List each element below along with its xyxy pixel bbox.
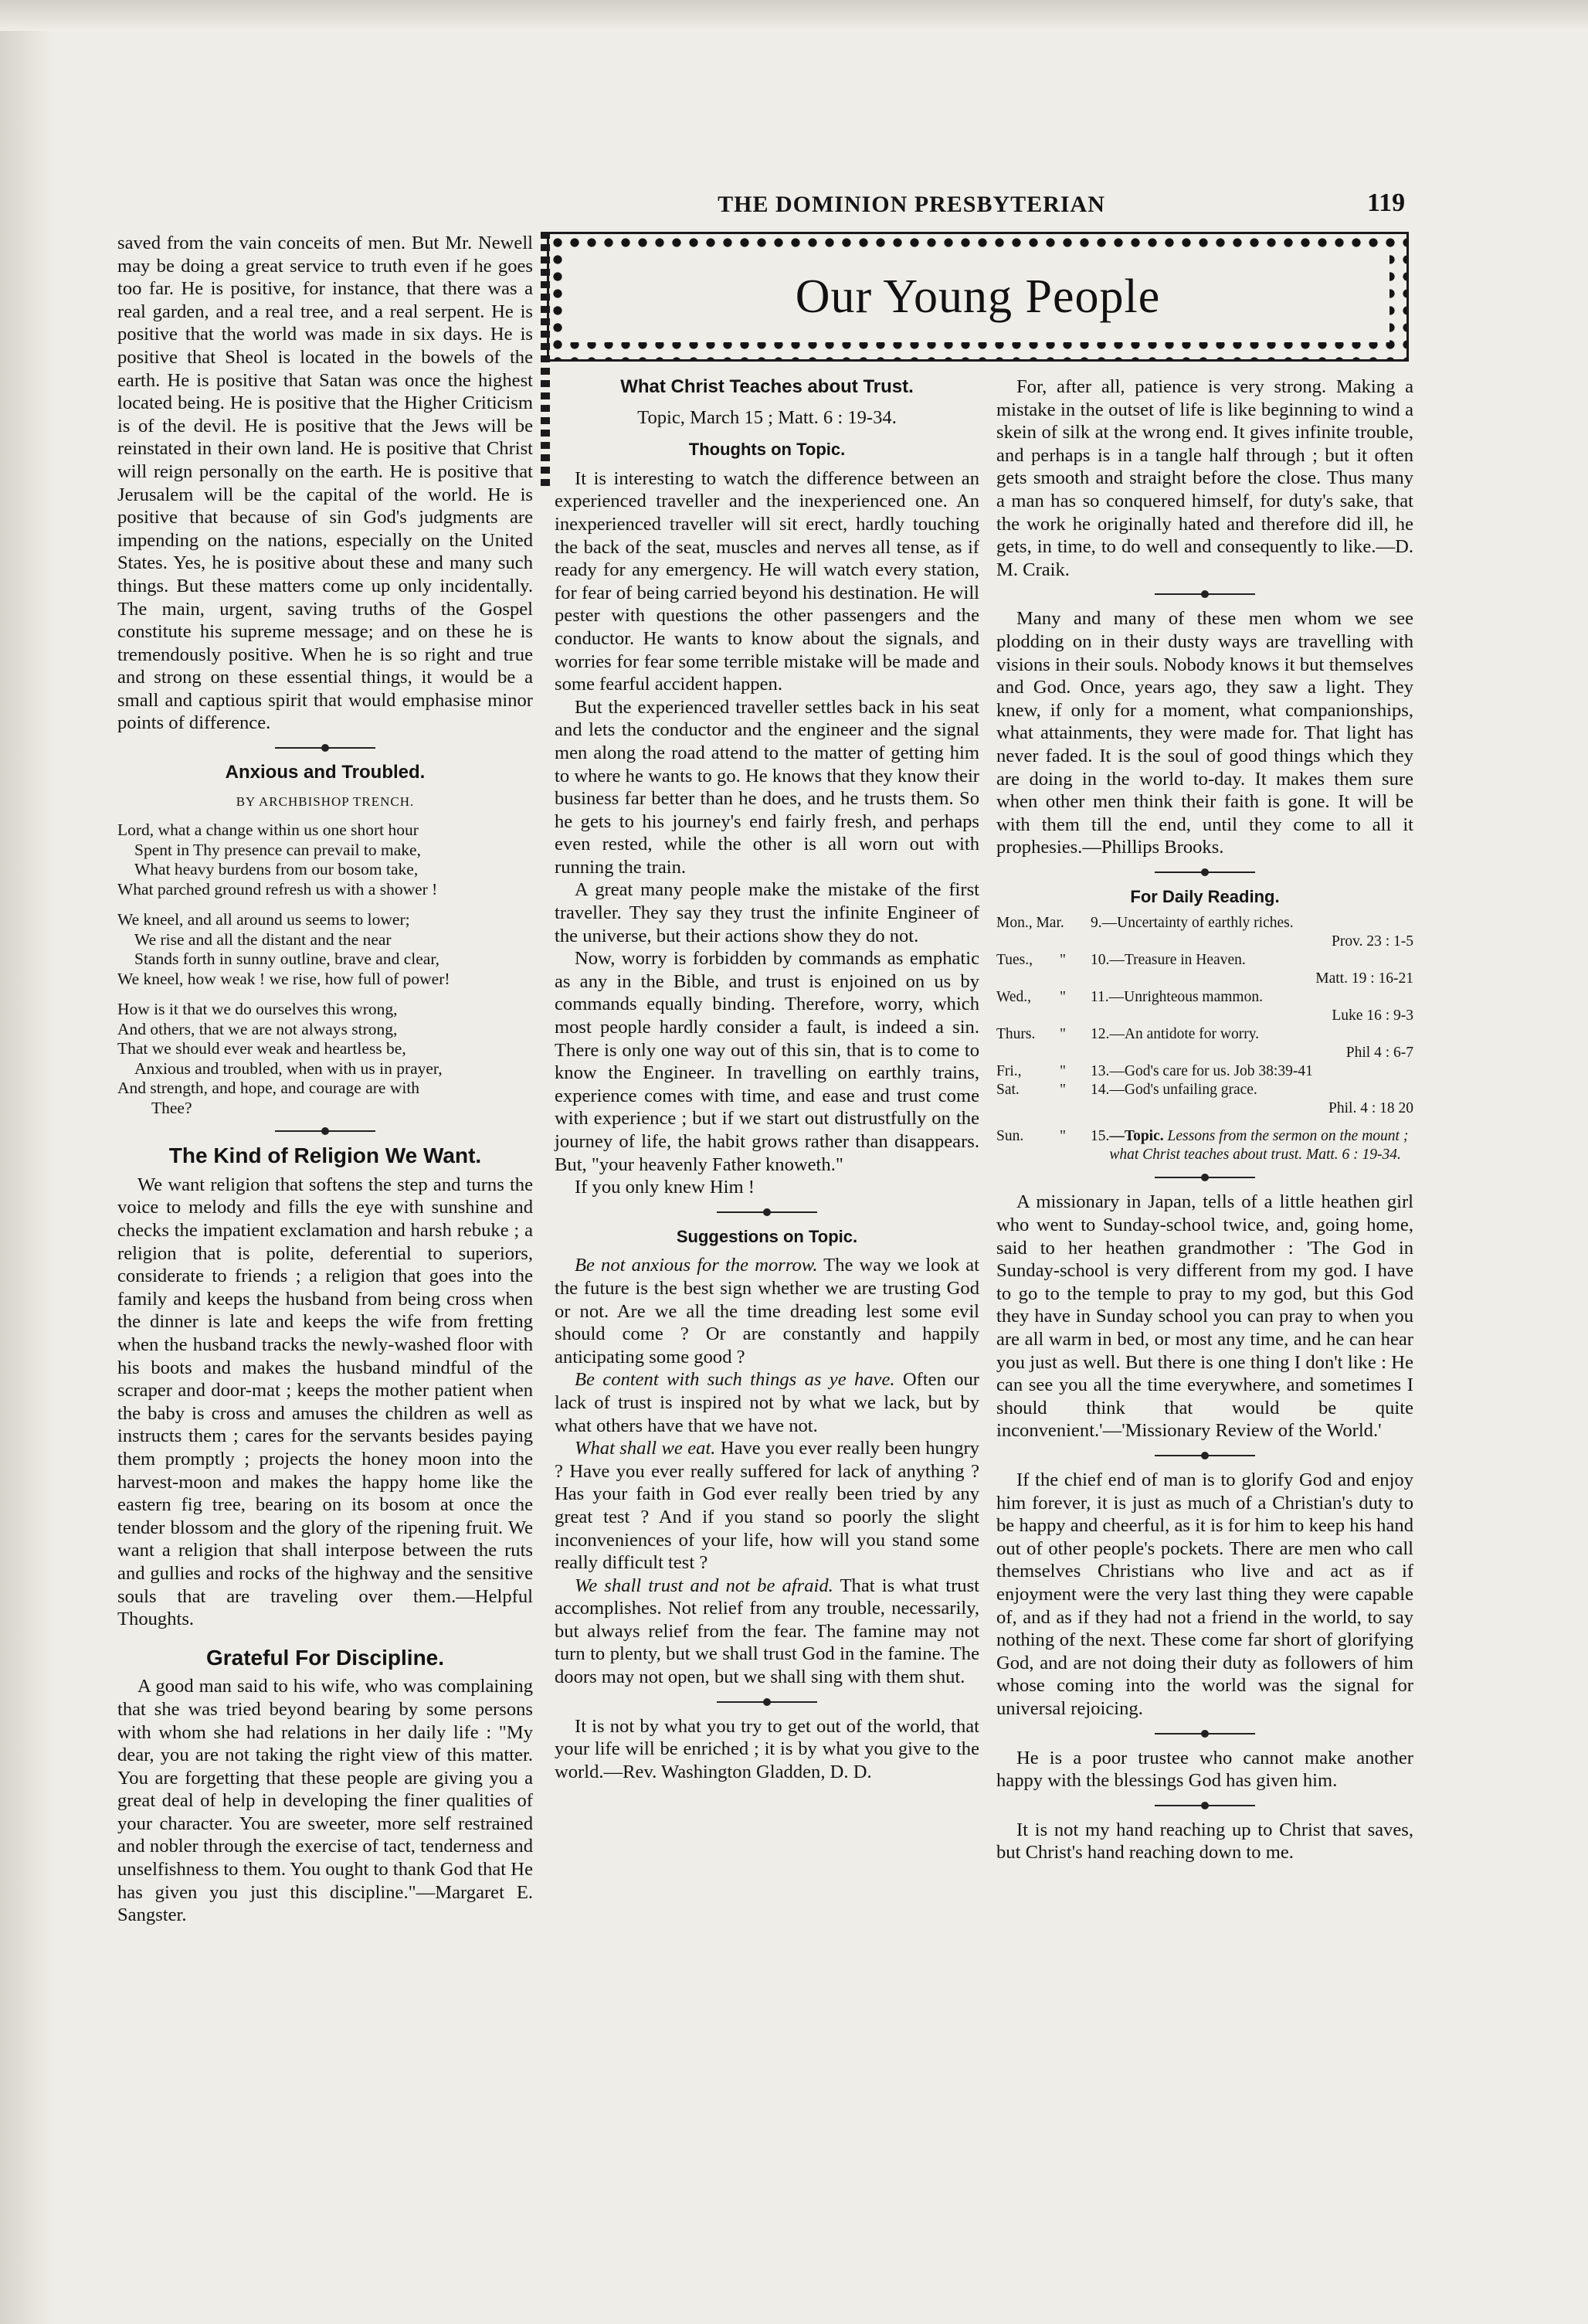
trust-paragraph: A great many people make the mistake of the first traveller. They say they trust the infinite Engineer of the universe, but their actions show they do not.: [555, 879, 979, 946]
reading-text: —Uncertainty of earthly riches.: [1101, 915, 1294, 932]
reading-number: 15.: [1091, 1128, 1110, 1145]
reading-entry: [996, 914, 1413, 951]
suggestion-text: Often our lack of trust is inspired not by what we lack, but by what others have that we have not.: [555, 1369, 980, 1436]
reading-text: —God's care for us. Job 38:39-41: [1109, 1063, 1313, 1080]
reading-day: Tues.,: [996, 952, 1033, 969]
section-divider: [275, 1130, 375, 1132]
reading-entry: [996, 988, 1413, 1025]
reading-entry: [996, 1081, 1413, 1118]
reading-entry: [996, 951, 1413, 988]
poem-line: Spent in Thy presence can prevail to make,: [134, 840, 421, 859]
suggestion-lead: Be content with such things as ye have.: [575, 1369, 895, 1391]
reading-ref: Phil. 4 : 18 20: [1328, 1100, 1413, 1117]
craik-quote: For, after all, patience is very strong. Making a mistake in the outset of life is like beginning to wind a skein of silk at the wrong end. It gives infinite trouble, and perhaps is in a tangle half through ; but it often gets smooth and straight before the close. Thus many a man has so conquered himself, for duty's sake, that the work he originally hated and therefore did ill, he gets, in time, to do well and consequently to like.—D. M. Craik.: [996, 376, 1413, 580]
poem-line: Stands forth in sunny outline, brave and clear,: [134, 950, 439, 969]
section-divider: [717, 1701, 817, 1703]
reading-text: —Unrighteous mammon.: [1108, 989, 1263, 1006]
poem-stanza: [117, 910, 533, 989]
trust-paragraph: But the experienced traveller settles back in his seat and lets the conductor and the engineer and the signal men along the road attend to the matter of getting him to where he wants to go. He knows that they know their business far better than he does, and he trusts them. So he gets to his journey's end fairly fresh, and perhaps even rested, while the other is all worn out with running the train.: [555, 696, 979, 878]
poem-stanza: [117, 1000, 533, 1118]
chief-end-paragraph: If the chief end of man is to glorify God and enjoy him forever, it is just as much of a Christian's duty to be happy and cheerful, as it is for him to keep his hand out of other people's pockets. There are men who call themselves Christians who live and act as if enjoyment were the very last thing they were capable of, and as if they had not a friend in the world, to say nothing of the next. These come far short of glorifying God, and are not doing their duty as followers of him whose coming into the world was the signal for universal rejoicing.: [996, 1469, 1413, 1719]
section-divider: [275, 747, 375, 749]
sunday-topic-text: Lessons from the sermon on the mount ; what Christ teaches about trust. Matt. 6 : 19-34.: [1109, 1128, 1409, 1164]
section-banner: [547, 232, 1409, 362]
column-right: [996, 375, 1413, 1864]
poem-line: We kneel, how weak ! we rise, how full of power!: [117, 969, 450, 988]
poem-line: Thee?: [151, 1098, 192, 1117]
reading-text: —Treasure in Heaven.: [1109, 952, 1246, 969]
reading-entry: [996, 1025, 1413, 1062]
reading-text: —God's unfailing grace.: [1109, 1082, 1257, 1099]
poem-line: Anxious and troubled, when with us in prayer,: [134, 1058, 443, 1078]
suggestion-text: The way we look at the future is the best sign whether we are trusting God or not. Are we all the time dreading lest some evil should come ? Or are constantly and happily anticipating some good ?: [555, 1255, 980, 1368]
banner-title: Our Young People: [795, 270, 1161, 323]
reading-number: 13.: [1091, 1063, 1110, 1080]
poor-trustee-paragraph: He is a poor trustee who cannot make another happy with the blessings God has given him.: [996, 1747, 1413, 1792]
trust-paragraph: Now, worry is forbidden by commands as emphatic as any in the Bible, and trust is enjoined on us by commands equally binding. Therefore, worry, which most people hardly consider a fault, is indeed a sin. There is only one way out of this sin, that is to come to know the Engineer. In travelling on earthly trains, experience comes with time, and ease and trust come with experience ; but if we start out distrustfully on the journey of life, the habit grows rather than disappears. But, "your heavenly Father knoweth.": [555, 948, 979, 1175]
reading-ref: Phil 4 : 6-7: [1345, 1045, 1413, 1062]
suggestion-lead: We shall trust and not be afraid.: [575, 1575, 833, 1596]
section-divider: [1155, 1733, 1255, 1735]
missionary-anecdote: A missionary in Japan, tells of a little heathen girl who went to Sunday-school twice, and, going home, said to her heathen grandmother : 'The God in Sunday-school is very different from my god. I have to go to the temple to pray to my god, but this God they have in Sunday school you can pray to when you are all warm in bed, or most any time, and he can hear you just as well. But there is one thing I don't like : He can see you all the time everywhere, and sometimes I should think that would be quite inconvenient.'—'Missionary Review of the World.': [996, 1191, 1413, 1442]
running-head: THE DOMINION PRESBYTERIAN: [718, 192, 1105, 217]
page-number: 119: [1367, 189, 1406, 217]
suggestion: [555, 1368, 979, 1437]
section-divider: [1155, 593, 1255, 595]
religion-text: We want religion that softens the step and turns the voice to melody and fills the eye with sunshine and checks the impatient exclamation and harsh rebuke ; a religion that is polite, deferential to superiors, considerate to friends ; a religion that goes into the family and keeps the husband from being cross when the dinner is late and keeps the wife from fretting when the husband tracks the newly-washed floor with his boots and makes the husband mindful of the scraper and door-mat ; keeps the mother patient when the baby is cross and amuses the children as well as instructs them ; cares for the servants besides paying them promptly ; projects the honey moon into the harvest-moon and makes the happy home like the eastern fig tree, bearing on its bosom at once the tender blossom and the glory of the ripening fruit. We want a religion that shall interpose between the ruts and gullies and rocks of the highway and the sensitive souls that are traveling over them.—Helpful Thoughts.: [117, 1174, 533, 1630]
poem-line: And others, that we are not always strong,: [117, 1019, 398, 1038]
religion-heading: The Kind of Religion We Want.: [168, 1143, 482, 1168]
reading-number: 11.: [1091, 989, 1109, 1006]
trust-paragraph: It is interesting to watch the difference between an experienced traveller and the inexperienced one. An inexperienced traveller will sit erect, hardly touching the back of the seat, muscles and nerves all tense, as if ready for any emergency. He will watch every station, for fear of being carried beyond his destination. He will pester with questions the other passengers and the conductor. He wants to know about the signals, and worries for fear some terrible mistake will be made and some fearful accident happen.: [555, 467, 979, 695]
suggestion-lead: Be not anxious for the morrow.: [575, 1255, 818, 1276]
ditto-mark: ": [1060, 1063, 1066, 1080]
page-edge-shadow-left: [0, 0, 54, 2324]
reading-entry-sunday: [996, 1127, 1413, 1164]
reading-number: 10.: [1091, 952, 1110, 969]
suggestion-text: That is what trust accomplishes. Not relief from any trouble, necessarily, but always relief from the fear. The famine may not turn to plenty, but we shall trust God in the famine. The doors may not open, but we shall sing with them shut.: [555, 1575, 980, 1688]
ditto-mark: ": [1060, 1128, 1066, 1145]
poem-line: That we should ever weak and heartless be,: [117, 1039, 406, 1058]
section-divider: [1155, 1805, 1255, 1806]
suggestions-heading: Suggestions on Topic.: [676, 1226, 858, 1246]
discipline-heading: Grateful For Discipline.: [205, 1645, 445, 1670]
poem-line: What parched ground refresh us with a shower !: [117, 879, 438, 899]
article-continuation: saved from the vain conceits of men. But Mr. Newell may be doing a great service to truth even if he goes too far. He is positive, for instance, that there was a real garden, and a real tree, and a real serpent. He is positive that the world was made in six days. He is positive that Sheol is located in the bowels of the earth. He is positive that Satan was once the highest located being. He is positive that the Higher Criticism is of the devil. He is positive that the Jews will be reinstated in their own land. He is positive that Christ will reign personally on the earth. He is positive that Jerusalem will be the capital of the world. He is positive that because of sin God's judgments are impending on the nations, especially on the United States. Yes, he is positive about these and many such things. But these matters come up only incidentally. The main, urgent, saving truths of the Gospel constitute his supreme message; and on these he is tremendously positive. When he is so right and true and strong on these essential things, it would be a small and captious spirit that would emphasise minor points of difference.: [117, 233, 533, 734]
section-divider: [1155, 1455, 1255, 1456]
trust-paragraph: If you only knew Him !: [575, 1177, 755, 1198]
poem-line: We rise and all the distant and the near: [134, 929, 392, 949]
discipline-text: A good man said to his wife, who was complaining that she was tried beyond bearing by some persons with whom she had relations in her daily life : "My dear, you are not taking the right view of this matter. You are forgetting that these people are giving you a great deal of help in developing the finer qualities of your character. You are sweeter, more self restrained and nobler through the exercise of tact, tenderness and unselfishness to them. You ought to thank God that He has given you just this discipline."—Margaret E. Sangster.: [117, 1676, 533, 1926]
suggestion: [555, 1437, 979, 1575]
reading-entry: [996, 1062, 1413, 1081]
page-edge-shadow-top: [0, 0, 1588, 31]
reading-day: Sun.: [996, 1128, 1024, 1145]
ditto-mark: ": [1060, 989, 1066, 1006]
reading-number: 9.: [1091, 915, 1102, 932]
section-divider: [717, 1211, 817, 1213]
gladden-quote: It is not by what you try to get out of the world, that your life will be enriched ; it is by what you give to the world.—Rev. Washington Gladden, D. D.: [555, 1715, 979, 1782]
ditto-mark: ": [1060, 952, 1066, 969]
christs-hand-paragraph: It is not my hand reaching up to Christ that saves, but Christ's hand reaching down to me.: [996, 1819, 1413, 1864]
suggestion-lead: What shall we eat.: [575, 1438, 716, 1459]
reading-day: Mon., Mar.: [996, 915, 1064, 932]
column-middle: [555, 375, 979, 1783]
poem-line: How is it that we do ourselves this wrong,: [117, 1000, 398, 1019]
reading-ref: Matt. 19 : 16-21: [1315, 970, 1413, 987]
reading-ref: Prov. 23 : 1-5: [1332, 933, 1413, 950]
thoughts-heading: Thoughts on Topic.: [688, 440, 846, 460]
reading-day: Fri.,: [996, 1063, 1022, 1080]
trust-heading: What Christ Teaches about Trust.: [620, 376, 914, 397]
poem: [117, 821, 533, 1118]
ditto-mark: ": [1060, 1082, 1066, 1099]
daily-reading-heading: For Daily Reading.: [1130, 886, 1280, 906]
topic-line: Topic, March 15 ; Matt. 6 : 19-34.: [637, 406, 897, 428]
poem-title: Anxious and Troubled.: [225, 762, 426, 783]
ditto-mark: ": [1060, 1026, 1066, 1043]
poem-byline: BY ARCHBISHOP TRENCH.: [236, 793, 415, 809]
reading-day: Wed.,: [996, 989, 1031, 1006]
banner-inner: [566, 251, 1390, 342]
sunday-topic-label: —Topic.: [1109, 1128, 1164, 1145]
reading-number: 14.: [1091, 1082, 1110, 1099]
poem-line: And strength, and hope, and courage are with: [117, 1079, 420, 1098]
reading-day: Sat.: [996, 1082, 1020, 1099]
brooks-quote: Many and many of these men whom we see plodding on in their dusty ways are travelling with visions in their souls. Nobody knows it but themselves and God. Once, years ago, they saw a light. They knew, if only for a moment, what companionships, what attainments, they were made for. That light has never faded. It is the soul of good things which they are doing in the world to-day. It makes them sure when other men think their faith is gone. It will be with them till the end, until they come to all it prophesies.—Phillips Brooks.: [996, 608, 1413, 858]
suggestion: [555, 1254, 979, 1368]
reading-ref: Luke 16 : 9-3: [1332, 1007, 1413, 1024]
section-divider: [1155, 872, 1255, 873]
poem-stanza: [117, 821, 533, 899]
reading-day: Thurs.: [996, 1026, 1036, 1043]
column-left: [117, 232, 533, 1927]
suggestion: [555, 1575, 979, 1689]
reading-text: —An antidote for worry.: [1109, 1026, 1260, 1043]
section-divider: [1155, 1177, 1255, 1178]
daily-reading-list: [996, 914, 1413, 1164]
poem-line: What heavy burdens from our bosom take,: [134, 860, 419, 879]
reading-number: 12.: [1091, 1026, 1110, 1043]
suggestion-text: Have you ever really been hungry ? Have you ever really suffered for lack of anything ? Has your faith in God ever really been tried by any great test ? And if you stand so poorly the slight inconveniences of your life, how will you stand some really difficult test ?: [555, 1438, 979, 1574]
poem-line: Lord, what a change within us one short hour: [117, 821, 419, 840]
poem-line: We kneel, and all around us seems to lower;: [117, 910, 410, 929]
